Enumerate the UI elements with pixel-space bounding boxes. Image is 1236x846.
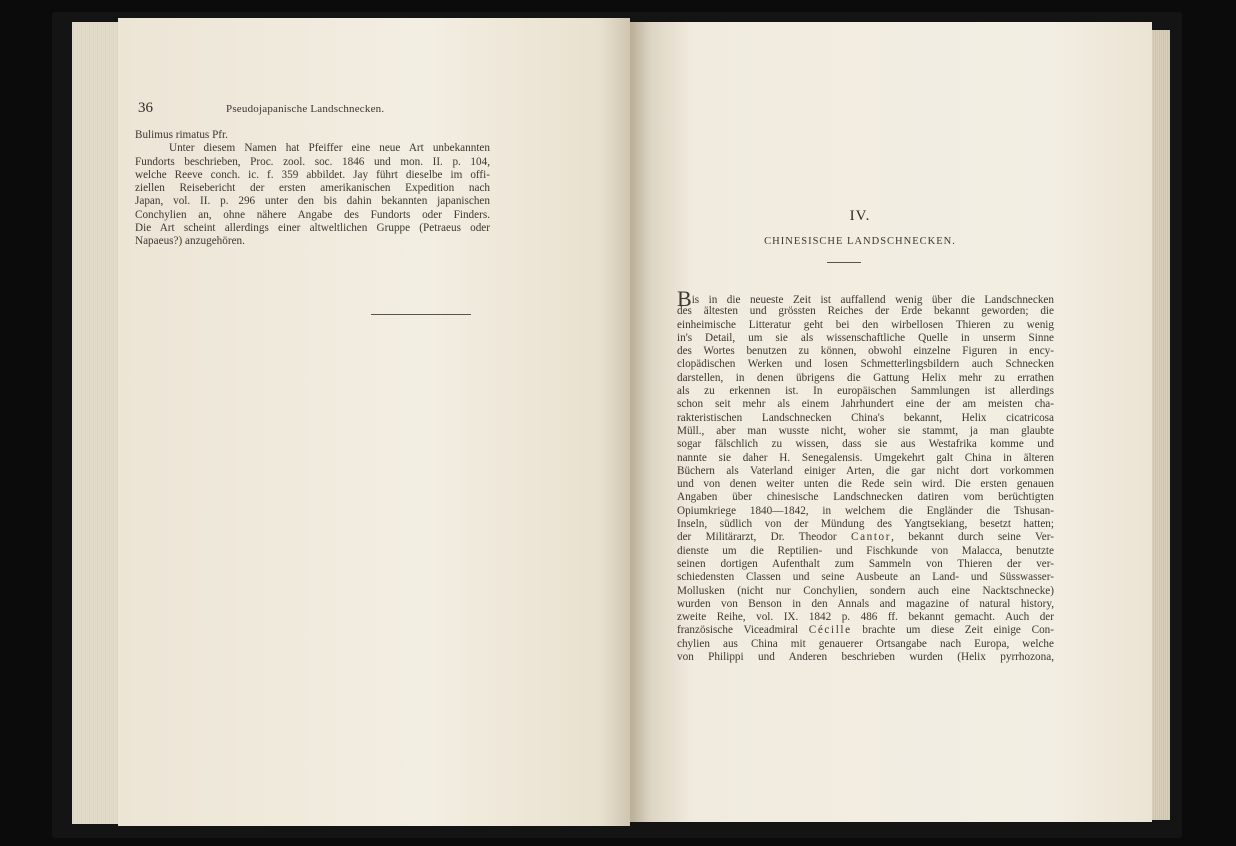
section-divider bbox=[371, 314, 471, 315]
text-line: Conchylien an, ohne nähere Angabe des Fundorts oder Finders. bbox=[135, 208, 490, 221]
page-number: 36 bbox=[138, 100, 153, 116]
text-fragment: brachte um diese Zeit einige Con- bbox=[851, 624, 1054, 637]
text-line: zweite Reihe, vol. IX. 1842 p. 486 ff. bekannt gemacht. Auch der bbox=[677, 611, 1054, 624]
text-line: Opiumkriege 1840—1842, in welchem die Engländer die Tshusan- bbox=[677, 504, 1054, 517]
text-line: als zu erkennen ist. In europäischen Sammlungen ist allerdings bbox=[677, 385, 1054, 398]
running-head: Pseudojapanische Landschnecken. bbox=[226, 103, 385, 115]
text-line: rakteristischen Landschnecken China's bekannt, Helix cicatricosa bbox=[677, 411, 1054, 424]
text-line: Napaeus?) anzugehören. bbox=[135, 235, 245, 248]
text-line: clopädischen Werken und losen Schmetterlingsbildern auch Schnecken bbox=[677, 358, 1054, 371]
first-line-text: is in die neueste Zeit ist auffallend wenig über die Landschnecken bbox=[691, 294, 1054, 306]
text-line: Bulimus rimatus Pfr. bbox=[135, 129, 228, 141]
text-line: Die Art scheint allerdings einer altweltlichen Gruppe (Petraeus oder bbox=[135, 222, 490, 235]
text-line: in's Detail, um sie als wissenschaftliche Quelle in unserm Sinne bbox=[677, 331, 1054, 344]
page-edges-right bbox=[1150, 30, 1170, 820]
left-page-text bbox=[135, 129, 490, 249]
text-line: Fundorts beschrieben, Proc. zool. soc. 1846 und mon. II. p. 104, bbox=[135, 155, 490, 168]
text-line: Angaben über chinesische Landschnecken datiren vom berüchtigten bbox=[677, 491, 1054, 504]
text-line bbox=[677, 624, 1054, 637]
person-name-cecille: Cécille bbox=[808, 624, 852, 637]
text-line: und von denen weiter unten die Rede sein wird. Die ersten genauen bbox=[677, 478, 1054, 491]
page-edges-left bbox=[72, 22, 120, 824]
text-line: chylien aus China mit genauerer Ortsangabe nach Europa, welche bbox=[677, 637, 1054, 650]
text-line: nannte sie daher H. Senegalensis. Umgekehrt galt China in älteren bbox=[677, 451, 1054, 464]
chapter-divider bbox=[827, 262, 861, 263]
text-line: einheimische Litteratur geht bei den wirbellosen Thieren zu wenig bbox=[677, 318, 1054, 331]
text-line: sogar fälschlich zu wissen, dass sie aus Westafrika komme und bbox=[677, 438, 1054, 451]
text-line: welche Reeve conch. ic. f. 359 abbildet. Jay führt dieselbe im offi- bbox=[135, 168, 490, 181]
text-line bbox=[677, 531, 1054, 544]
text-line bbox=[677, 286, 1054, 311]
text-line: schon seit mehr als einem Jahrhundert eine der am meisten cha- bbox=[677, 398, 1054, 411]
text-line: schiedensten Classen und seine Ausbeute an Land- und Süsswasser- bbox=[677, 571, 1054, 584]
text-line: wurden von Benson in den Annals and magazine of natural history, bbox=[677, 597, 1054, 610]
dropcap: B bbox=[677, 286, 692, 311]
text-line: Unter diesem Namen hat Pfeiffer eine neue Art unbekannten bbox=[169, 142, 490, 155]
text-line: des ältesten und grössten Reiches der Erde bekannt geworden; die bbox=[677, 305, 1054, 318]
left-page-header bbox=[138, 100, 498, 122]
text-fragment: der Militärarzt, Dr. Theodor bbox=[677, 531, 852, 544]
text-fragment: französische Viceadmiral bbox=[677, 624, 809, 637]
text-line: ziellen Reisebericht der ersten amerikanischen Expedition nach bbox=[135, 182, 490, 195]
text-line: Müll., aber man wusste nicht, woher sie stammt, ja man glaubte bbox=[677, 424, 1054, 437]
person-name-cantor: Cantor bbox=[851, 531, 892, 544]
text-line: darstellen, in denen übrigens die Gattung Helix mehr zu errathen bbox=[677, 371, 1054, 384]
text-line: Mollusken (nicht nur Conchylien, sondern auch eine Nacktschnecke) bbox=[677, 584, 1054, 597]
text-line: dienste um die Reptilien- und Fischkunde von Malacca, benutzte bbox=[677, 544, 1054, 557]
text-line: Büchern als Vaterland einiger Arten, die gar nicht dort vorkommen bbox=[677, 464, 1054, 477]
text-line: des Wortes benutzen zu können, obwohl einzelne Figuren in ency- bbox=[677, 345, 1054, 358]
chapter-title: CHINESISCHE LANDSCHNECKEN. bbox=[764, 236, 956, 247]
text-fragment: , bekannt durch seine Ver- bbox=[891, 531, 1054, 544]
text-line: von Philippi und Anderen beschrieben wurden (Helix pyrrhozona, bbox=[677, 651, 1054, 664]
right-page-text bbox=[677, 286, 1054, 664]
chapter-number: IV. bbox=[849, 208, 871, 224]
text-line: seinen dortigen Aufenthalt zum Sammeln von Thieren der ver- bbox=[677, 557, 1054, 570]
text-line: Japan, vol. II. p. 296 unter den bis dahin bekannten japanischen bbox=[135, 195, 490, 208]
text-line: Inseln, südlich von der Mündung des Yangtsekiang, besetzt hatten; bbox=[677, 518, 1054, 531]
